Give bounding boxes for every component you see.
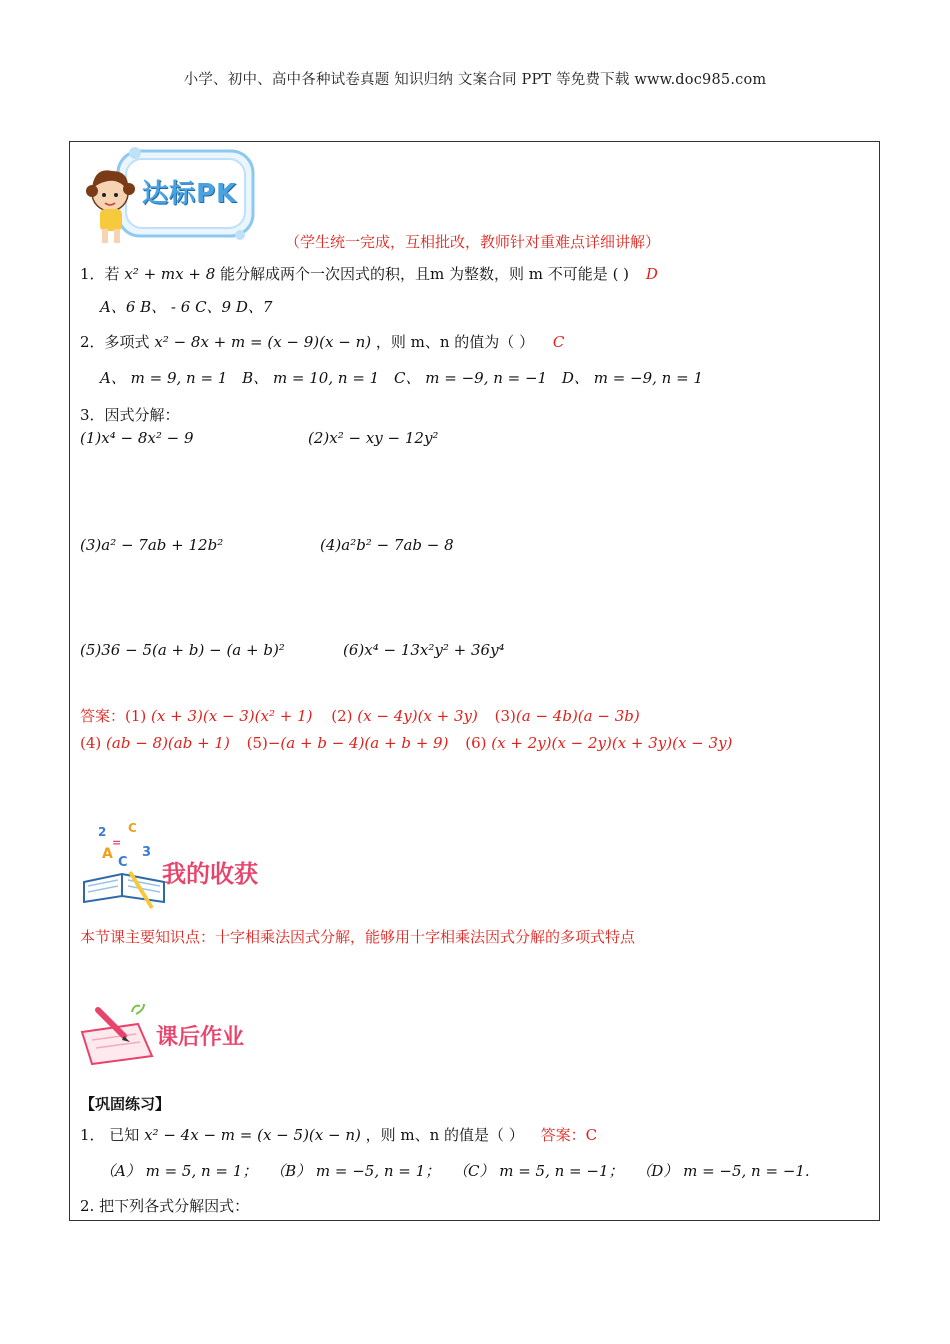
svg-text:=: = [112, 836, 122, 849]
hw-subtitle: 【巩固练习】 [80, 1095, 171, 1113]
hw1-opt-d: （D） m = −5, n = −1. [636, 1162, 810, 1180]
q3-a2: (x − 4y)(x + 3y) [357, 707, 478, 725]
q1-text-c: m 为整数，则 m 不可能是 ( ) [430, 265, 630, 283]
hw1-expr: x² − 4x − m = (x − 5)(x − n) [144, 1126, 361, 1144]
q3-p6: (6)x⁴ − 13x²y² + 36y⁴ [343, 641, 505, 659]
q3-answer-label: 答案：(1) [80, 707, 147, 725]
q2-expr: x² − 8x + m = (x − 9)(x − n) [154, 333, 372, 351]
q3-a5-label: (5) [246, 734, 268, 752]
q1-expr: x² + mx + 8 [124, 265, 216, 283]
q2-opt-c: m = −9, n = −1 [425, 369, 548, 387]
hw1-opt-c: （C） m = 5, n = −1； [452, 1162, 624, 1180]
q2-opt-d: m = −9, n = 1 [593, 369, 703, 387]
q3-answers-line2 [80, 733, 732, 753]
q1-answer: D [645, 265, 658, 283]
q3-a6-label: (6) [465, 734, 487, 752]
svg-text:C: C [118, 855, 128, 870]
q3-a6: (x + 2y)(x − 2y)(x + 3y)(x − 3y) [491, 734, 733, 752]
q2-options [100, 368, 703, 388]
q2-text-a: 2．多项式 [80, 333, 150, 351]
pk-banner [80, 143, 260, 248]
hw-banner [78, 1002, 278, 1070]
svg-text:2: 2 [98, 825, 107, 839]
hw1-text-b: ，则 m、n 的值是（ ） [365, 1126, 524, 1144]
q3-a3: (a − 4b)(a − 3b) [515, 707, 640, 725]
gain-banner [80, 822, 280, 914]
svg-text:A: A [102, 846, 113, 862]
hw1-opt-b: （B） m = −5, n = 1； [270, 1162, 441, 1180]
q1-text-a: 1．若 [80, 265, 120, 283]
hw1-opt-a: （A） m = 5, n = 1； [100, 1162, 258, 1180]
q2-opt-d-label: D、 [561, 369, 589, 387]
q3-p1: (1)x⁴ − 8x² − 9 [80, 429, 194, 447]
gain-summary: 本节课主要知识点：十字相乘法因式分解，能够用十字相乘法因式分解的多项式特点 [80, 928, 636, 946]
q2-opt-a: m = 9, n = 1 [130, 369, 228, 387]
gain-banner-title: 我的收获 [162, 860, 258, 888]
hw1-text-a: 1． 已知 [80, 1126, 140, 1144]
q3-a2-label: (2) [331, 707, 353, 725]
q2-opt-a-label: A、 [100, 369, 126, 387]
q2-answer: C [552, 333, 565, 351]
svg-text:3: 3 [142, 845, 152, 860]
pencil-paper-icon [78, 1002, 158, 1070]
q2-opt-b-label: B、 [242, 369, 269, 387]
q3-p2: (2)x² − xy − 12y² [308, 429, 439, 447]
hw1-options [100, 1161, 810, 1181]
q1-line [80, 264, 658, 284]
q2-opt-c-label: C、 [393, 369, 421, 387]
q1-options: A、6 B、 - 6 C、9 D、7 [100, 298, 273, 316]
q2-line [80, 332, 564, 352]
hw2-line: 2. 把下列各式分解因式： [80, 1197, 250, 1215]
q1-text-b: 能分解成两个一次因式的积，且 [220, 265, 431, 283]
q3-p5: (5)36 − 5(a + b) − (a + b)² [80, 641, 285, 659]
q3-p4: (4)a²b² − 7ab − 8 [320, 536, 454, 554]
q2-text-b: ，则 m、n 的值为（ ） [375, 333, 535, 351]
book-letters-icon [80, 822, 170, 914]
q3-answers-line1 [80, 706, 640, 726]
q3-a4-label: (4) [80, 734, 102, 752]
pk-banner-title: 达标PK [142, 179, 238, 209]
hw1-line [80, 1125, 597, 1145]
q3-title: 3．因式分解： [80, 406, 180, 424]
q3-a5: −(a + b − 4)(a + b + 9) [267, 734, 449, 752]
q3-a1: (x + 3)(x − 3)(x² + 1) [151, 707, 313, 725]
pk-note: （学生统一完成，互相批改，教师针对重难点详细讲解） [285, 233, 661, 251]
hw-banner-title: 课后作业 [156, 1025, 245, 1050]
page-header: 小学、初中、高中各种试卷真题 知识归纳 文案合同 PPT 等免费下载 www.doc985.com [183, 72, 767, 88]
q2-opt-b: m = 10, n = 1 [272, 369, 380, 387]
svg-text:C: C [128, 822, 137, 835]
q3-p3: (3)a² − 7ab + 12b² [80, 536, 224, 554]
q3-a3-label: (3) [494, 707, 516, 725]
hw1-answer: 答案：C [540, 1126, 598, 1144]
q3-a4: (ab − 8)(ab + 1) [106, 734, 230, 752]
